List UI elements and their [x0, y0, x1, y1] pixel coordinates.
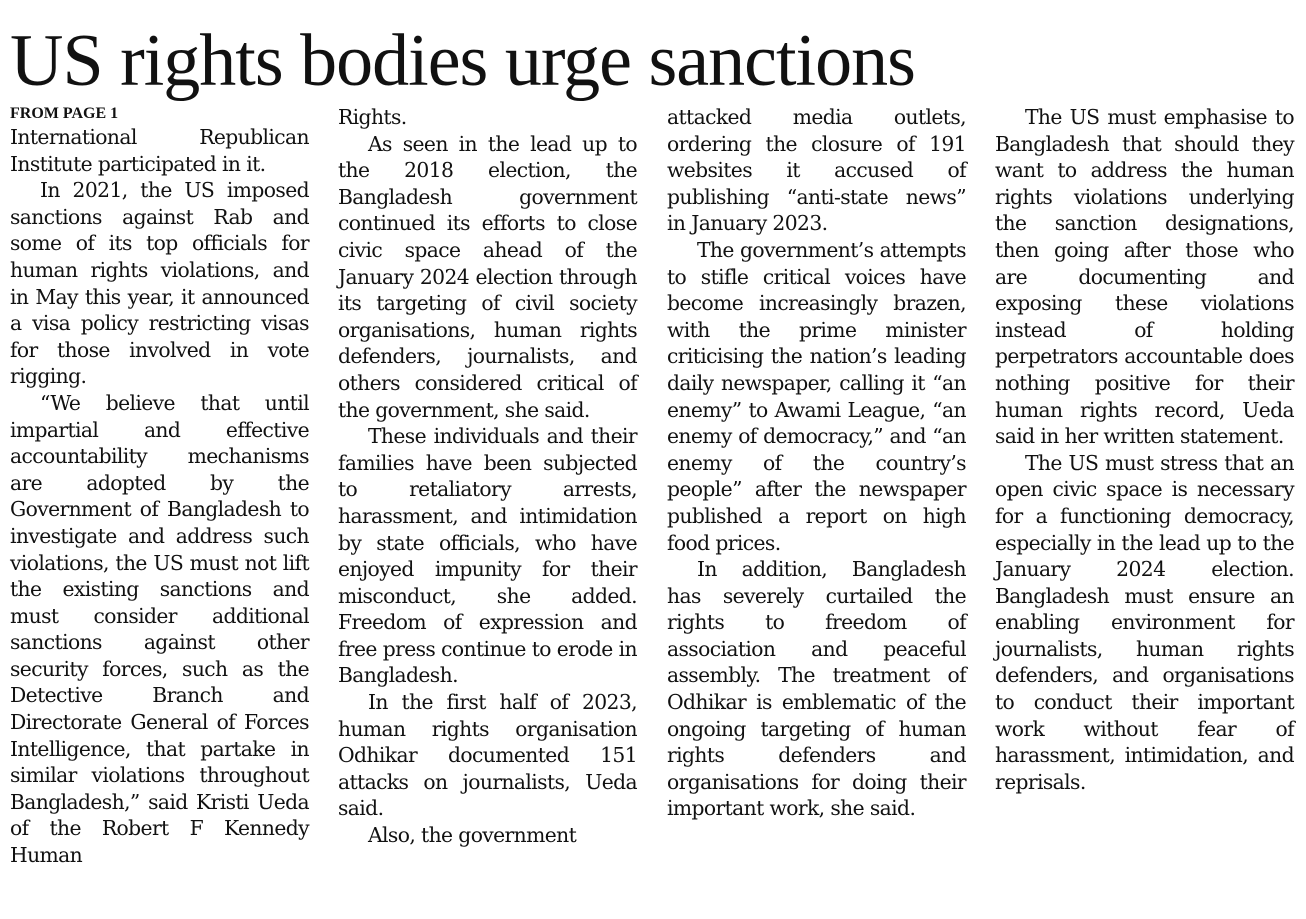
paragraph: In 2021, the US imposed sanctions against Rab and some of its top officials for human rights violations, and in May this year, it announced a visa policy restricting visas for those involved in vote rigging. — [10, 178, 309, 389]
paragraph: In the first half of 2023, human rights organisation Odhikar documented 151 attacks on journalists, Ueda said. — [338, 690, 637, 821]
paragraph: These individuals and their families have been subjected to retaliatory arrests, harassment, and intimidation by state officials, who have enjoyed impunity for their misconduct, she added. Freedom of expression and free press continue to erode in Bangladesh. — [338, 424, 637, 688]
article-column-1 — [10, 104, 309, 869]
headline: US rights bodies urge sanctions — [10, 20, 915, 102]
paragraph: Rights. — [338, 105, 407, 129]
article-column-3 — [667, 104, 966, 822]
paragraph: Also, the government — [368, 823, 577, 848]
paragraph: attacked media outlets, ordering the closure of 191 websites it accused of publishing “anti-state news” in January 2023. — [667, 105, 966, 236]
paragraph: The US must emphasise to Bangladesh that should they want to address the human rights violations underlying the sanction designations, then going after those who are documenting and exposing these violations instead of holding perpetrators accountable does nothing positive for their human rights record, Ueda said in her written statement. — [995, 105, 1294, 449]
paragraph: “We believe that until impartial and effective accountability mechanisms are adopted by the Government of Bangladesh to investigate and address such violations, the US must not lift the existing sanctions and must consider additional sanctions against other security forces, such as the Detective Branch and Directorate General of Forces Intelligence, that partake in similar violations throughout Bangladesh,” said Kristi Ueda of the Robert F Kennedy Human — [10, 390, 309, 868]
continued-from-label: FROM PAGE 1 — [10, 105, 119, 122]
paragraph: As seen in the lead up to the 2018 election, the Bangladesh government continued its efforts to close civic space ahead of the January 2024 election through its targeting of civil society organisations, human rights defenders, journalists, and others considered critical of the government, she said. — [338, 131, 637, 422]
paragraph: International Republican Institute participated in it. — [10, 125, 309, 176]
article-column-2 — [338, 104, 637, 849]
paragraph: The US must stress that an open civic space is necessary for a functioning democracy, especially in the lead up to the January 2024 election. Bangladesh must ensure an enabling environment for journalists, human rights defenders, and organisations to conduct their important work without fear of harassment, intimidation, and reprisals. — [995, 450, 1294, 794]
article-column-4 — [995, 104, 1294, 795]
paragraph: The government’s attempts to stifle critical voices have become increasingly brazen, with the prime minister criticising the nation’s leading daily newspaper, calling it “an enemy” to Awami League, “an enemy of democracy,” and “an enemy of the country’s people” after the newspaper published a report on high food prices. — [667, 237, 966, 555]
paragraph: In addition, Bangladesh has severely curtailed the rights to freedom of association and peaceful assembly. The treatment of Odhikar is emblematic of the ongoing targeting of human rights defenders and organisations for doing their important work, she said. — [667, 557, 966, 821]
